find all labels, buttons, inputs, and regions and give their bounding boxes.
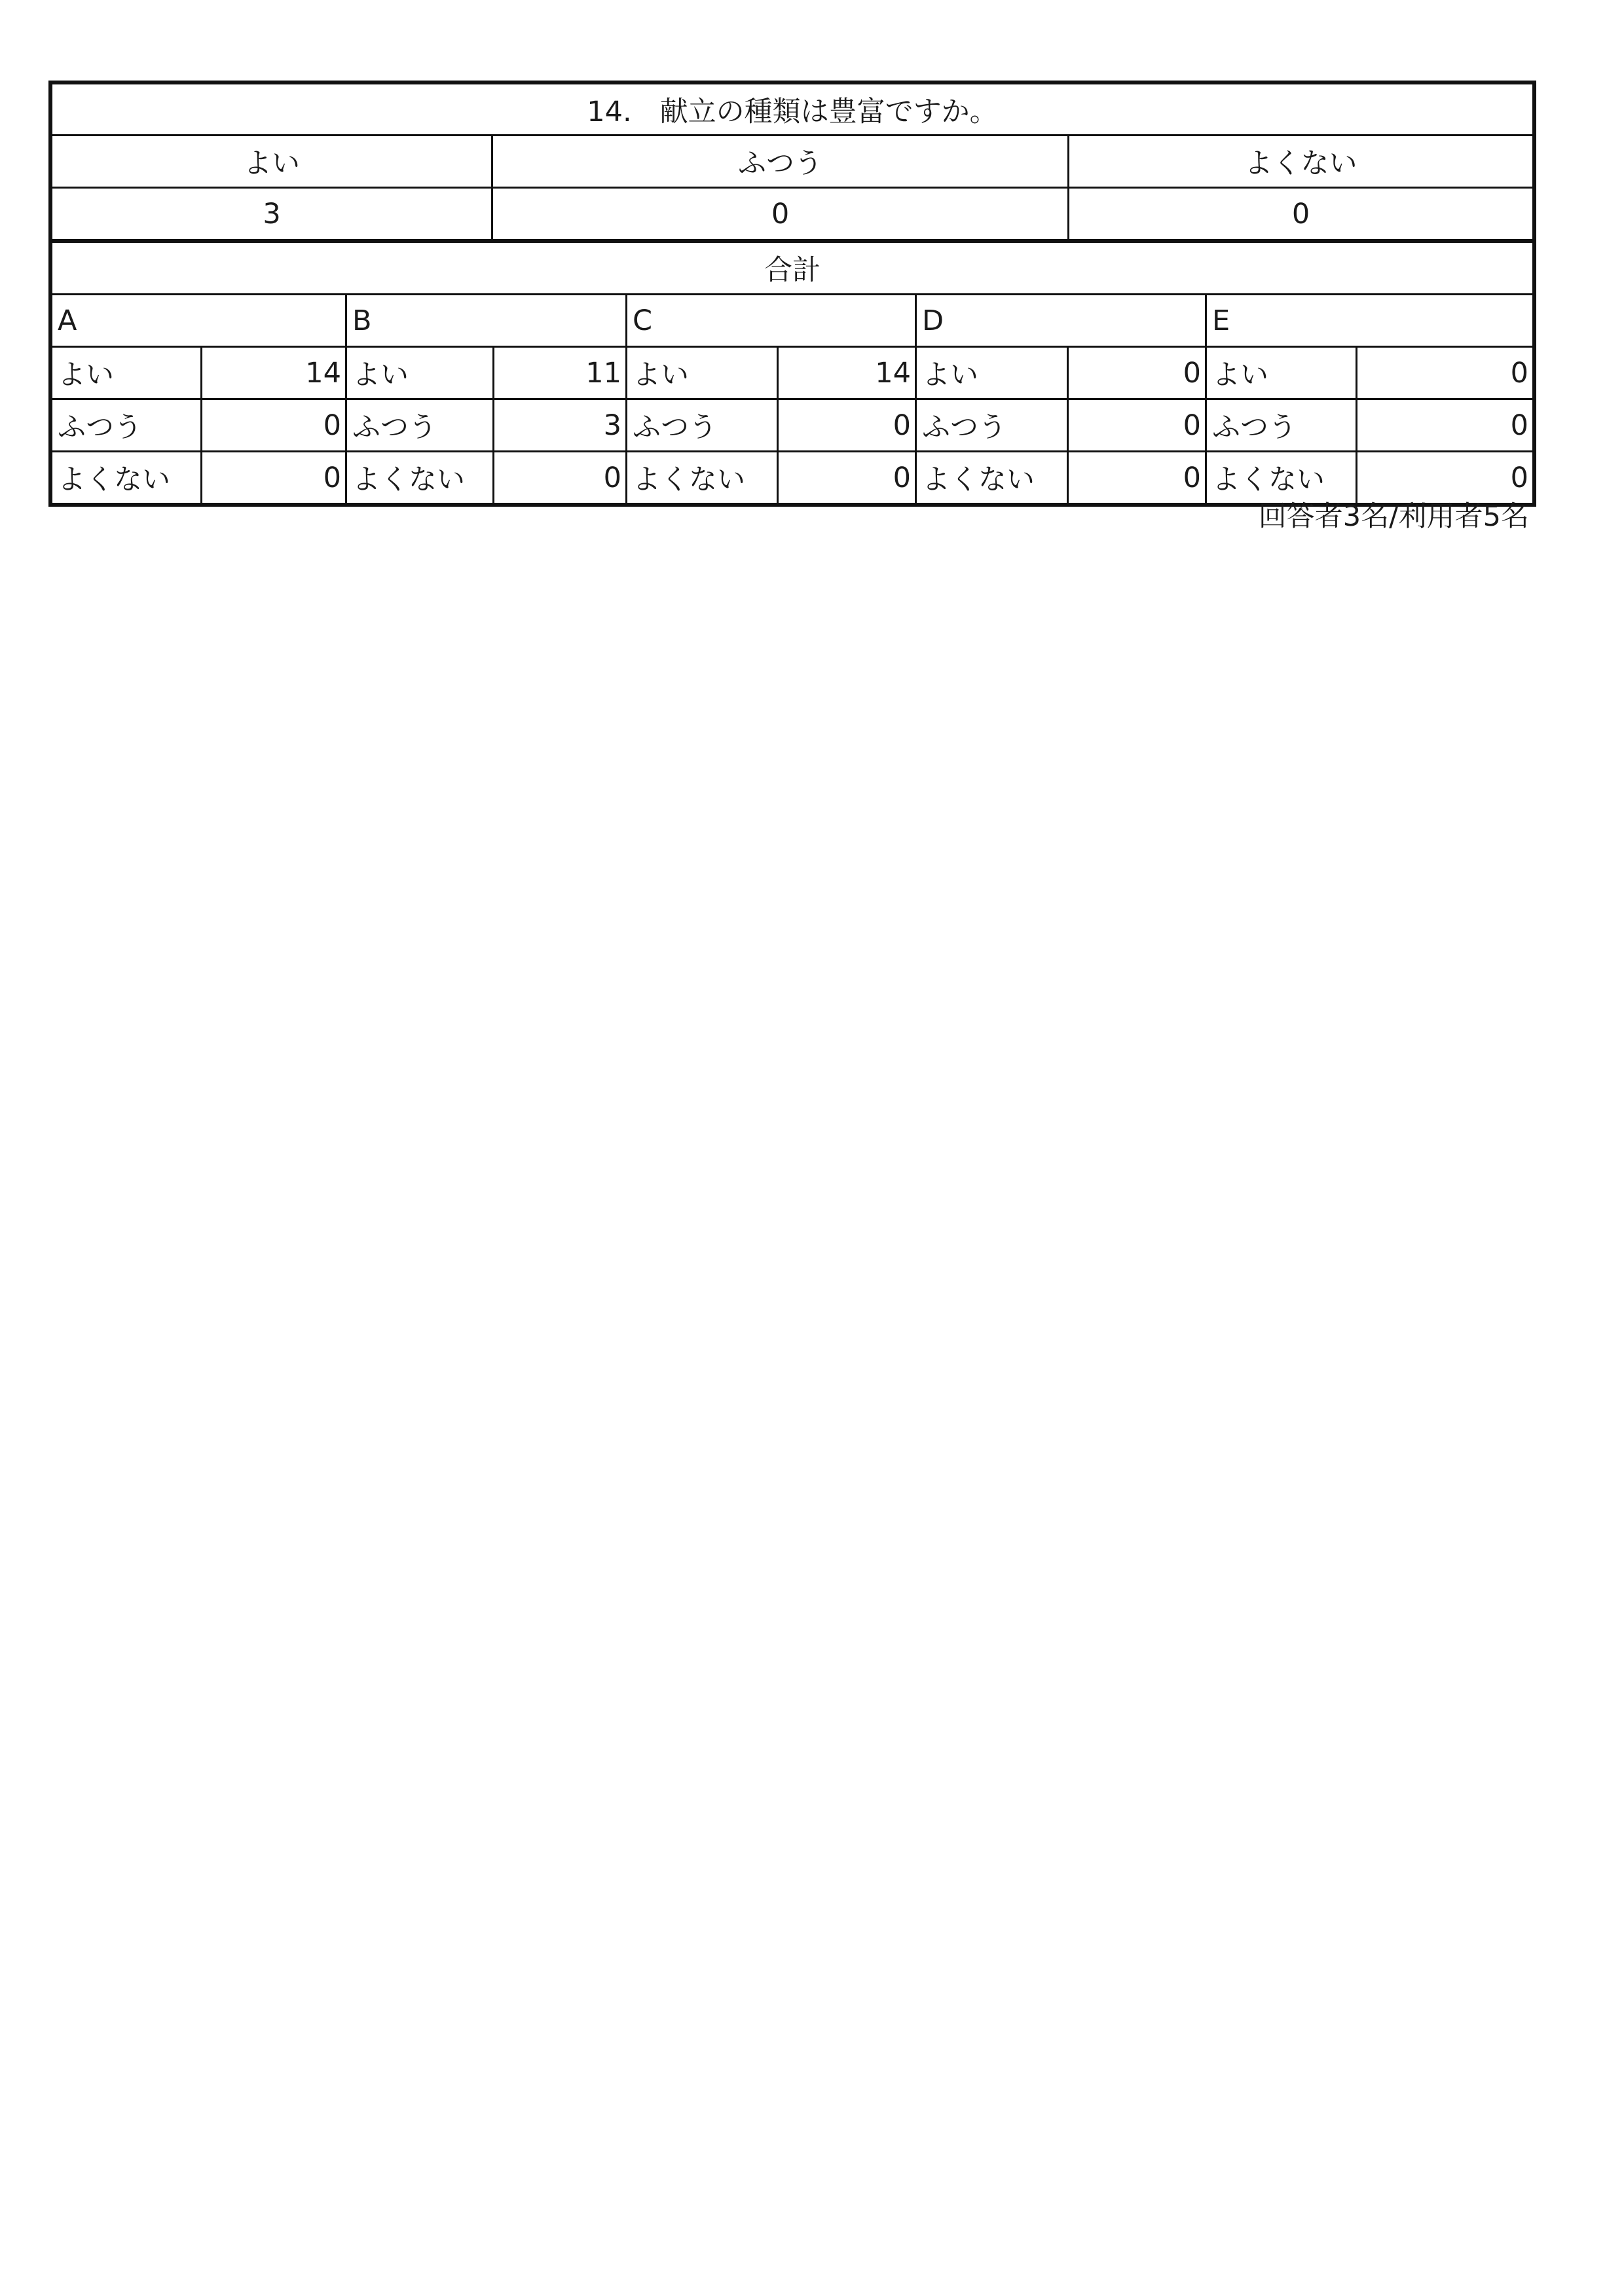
choice-header-row bbox=[52, 136, 1532, 189]
count-normal: 0 bbox=[493, 189, 1069, 239]
row-label: ふつう bbox=[917, 400, 1069, 450]
group-header-row bbox=[52, 295, 1532, 348]
row-label: ふつう bbox=[1207, 400, 1357, 450]
row-label: よくない bbox=[1207, 452, 1357, 503]
group-name-e: E bbox=[1212, 304, 1230, 337]
row-value: 0 bbox=[779, 452, 917, 503]
group-name-b: B bbox=[347, 295, 627, 346]
row-value: 0 bbox=[202, 452, 347, 503]
count-good: 3 bbox=[52, 189, 493, 239]
group-name-c: C bbox=[627, 295, 917, 346]
row-value: 14 bbox=[202, 348, 347, 398]
row-value: 0 bbox=[1510, 356, 1528, 390]
choice-label-bad: よくない bbox=[1244, 147, 1357, 180]
question-title: 14. 献立の種類は豊富ですか。 bbox=[587, 95, 998, 128]
row-value: 0 bbox=[1069, 400, 1207, 450]
row-value: 0 bbox=[202, 400, 347, 450]
survey-table bbox=[48, 81, 1536, 507]
total-label-row bbox=[52, 243, 1532, 295]
question-title-row bbox=[52, 84, 1532, 136]
row-value: 0 bbox=[1510, 461, 1528, 494]
row-label: よくない bbox=[52, 452, 202, 503]
row-label: ふつう bbox=[52, 400, 202, 450]
row-value: 11 bbox=[494, 348, 627, 398]
row-value: 14 bbox=[779, 348, 917, 398]
row-label: よい bbox=[347, 348, 494, 398]
row-label: よくない bbox=[347, 452, 494, 503]
row-label: ふつう bbox=[627, 400, 779, 450]
row-value: 3 bbox=[494, 400, 627, 450]
group-name-d: D bbox=[917, 295, 1207, 346]
row-value: 0 bbox=[779, 400, 917, 450]
choice-label-normal: ふつう bbox=[493, 136, 1069, 187]
row-label: よくない bbox=[917, 452, 1069, 503]
choice-count-row bbox=[52, 189, 1532, 243]
row-label: よい bbox=[52, 348, 202, 398]
count-bad: 0 bbox=[1291, 197, 1310, 230]
row-label: よい bbox=[917, 348, 1069, 398]
row-label: よい bbox=[627, 348, 779, 398]
row-value: 0 bbox=[1069, 452, 1207, 503]
total-row-normal bbox=[52, 400, 1532, 452]
total-row-good bbox=[52, 348, 1532, 400]
row-value: 0 bbox=[494, 452, 627, 503]
group-name-a: A bbox=[52, 295, 347, 346]
row-label: よい bbox=[1207, 348, 1357, 398]
row-value: 0 bbox=[1069, 348, 1207, 398]
total-label: 合計 bbox=[764, 254, 821, 287]
respondent-note: 回答者3名/利用者5名 bbox=[1258, 500, 1529, 533]
row-value: 0 bbox=[1510, 409, 1528, 442]
row-label: ふつう bbox=[347, 400, 494, 450]
choice-label-good: よい bbox=[52, 136, 493, 187]
row-label: よくない bbox=[627, 452, 779, 503]
